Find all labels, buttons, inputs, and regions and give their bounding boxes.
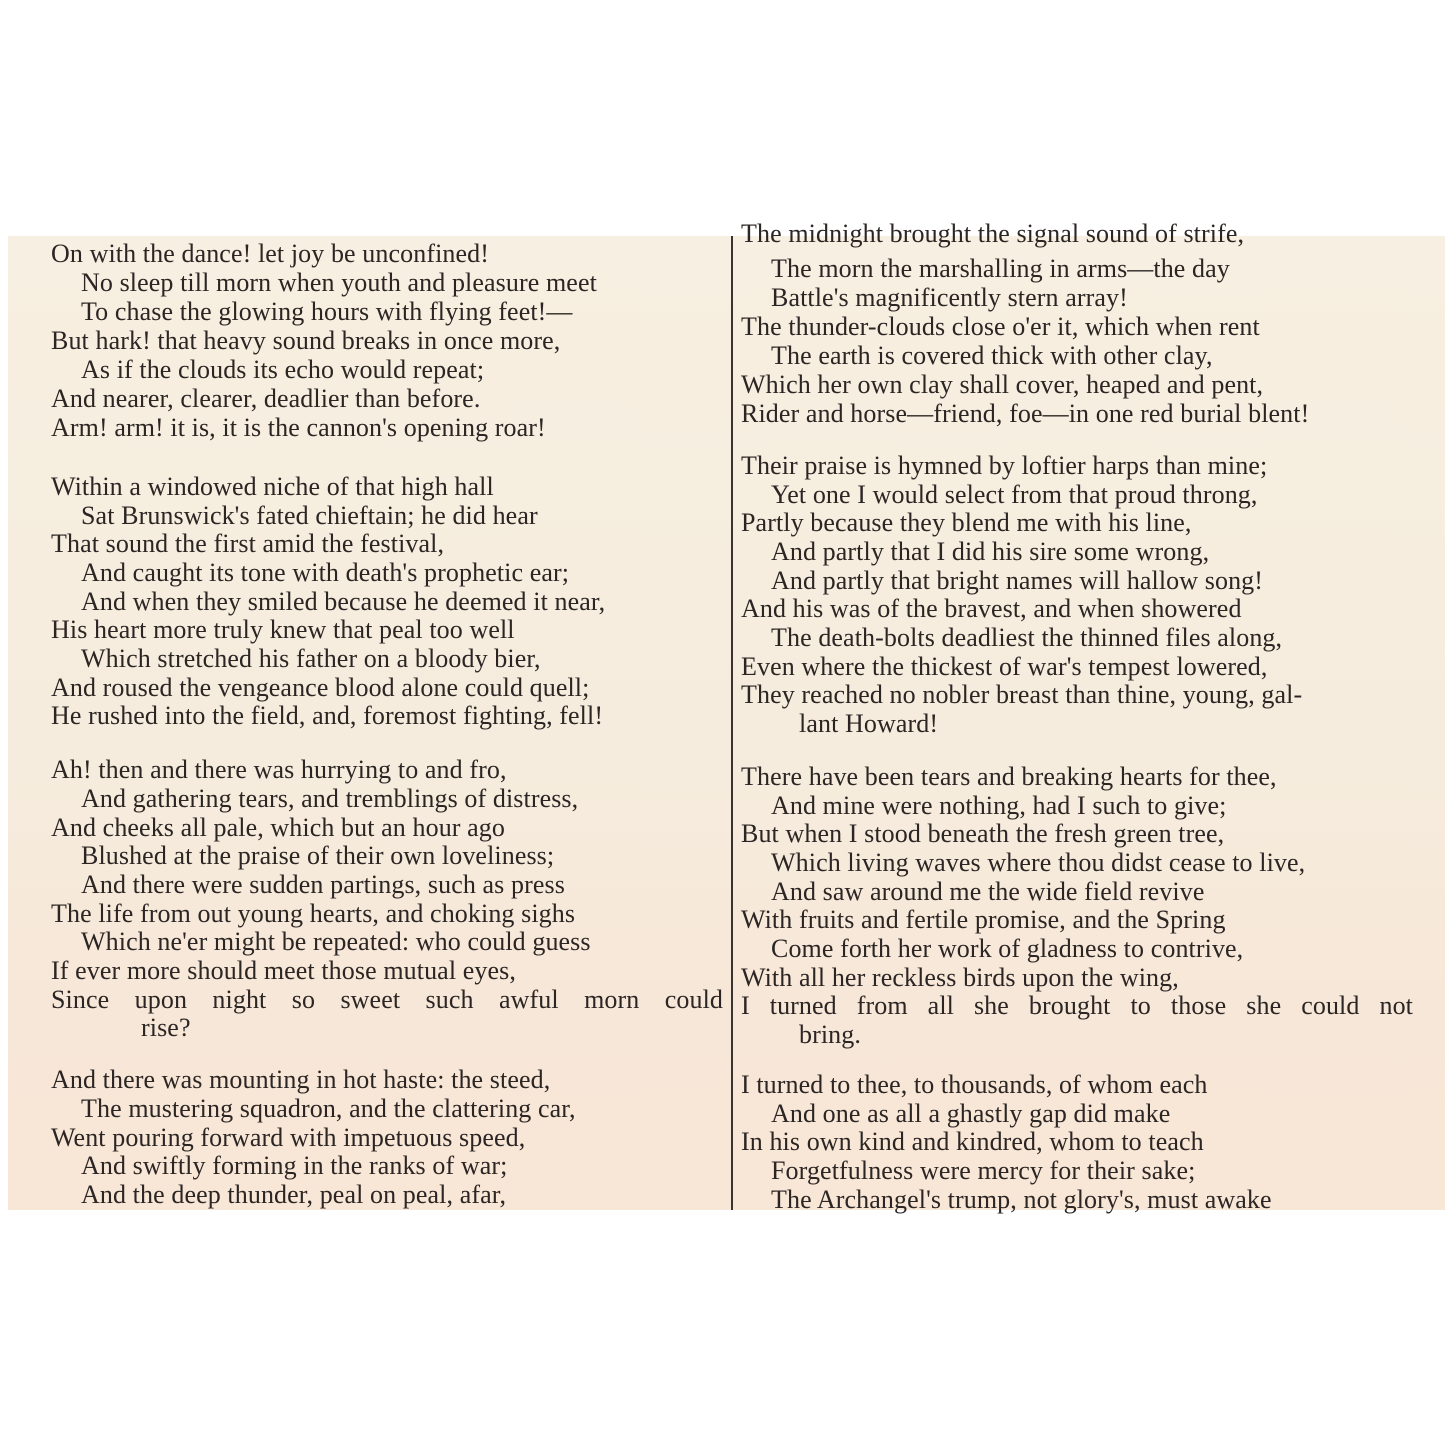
poem-line: On with the dance! let joy be unconfined! [51,239,490,268]
poem-line: Partly because they blend me with his line, [741,508,1192,537]
poem-line: Which ne'er might be repeated: who could guess [81,927,591,956]
poem-line: The life from out young hearts, and choking sighs [51,899,576,928]
poem-line: In his own kind and kindred, whom to teach [741,1127,1204,1156]
poem-line: No sleep till morn when youth and pleasure meet [81,268,597,297]
poem-line: Arm! arm! it is, it is the cannon's opening roar! [51,413,546,442]
poem-line: lant Howard! [799,709,939,738]
poem-line: Blushed at the praise of their own loveliness; [81,841,555,870]
poem-line: If ever more should meet those mutual eyes, [51,956,516,985]
poem-line: And there were sudden partings, such as press [81,870,565,899]
poem-line: Their praise is hymned by loftier harps than mine; [741,451,1268,480]
poem-line: I turned from all she brought to those she could not [741,991,1413,1020]
poem-line: The thunder-clouds close o'er it, which when rent [741,312,1260,341]
poem-line: And there was mounting in hot haste: the steed, [51,1065,551,1094]
poem-line: The death-bolts deadliest the thinned files along, [771,623,1283,652]
poem-line: The earth is covered thick with other clay, [771,341,1213,370]
poem-line: Went pouring forward with impetuous speed, [51,1123,526,1152]
poem-line: And roused the vengeance blood alone could quell; [51,673,590,702]
left-poem-column [51,236,731,1210]
poem-line: And saw around me the wide field revive [771,877,1205,906]
poem-line: Since upon night so sweet such awful morn could [51,985,723,1014]
poem-line: Come forth her work of gladness to contrive, [771,934,1244,963]
poem-line: That sound the first amid the festival, [51,529,445,558]
poem-line: With all her reckless birds upon the wing, [741,963,1179,992]
poem-line: They reached no nobler breast than thine, young, gal- [741,680,1303,709]
poem-line: Sat Brunswick's fated chieftain; he did hear [81,501,538,530]
poem-line: There have been tears and breaking hearts for thee, [741,762,1277,791]
poem-line: With fruits and fertile promise, and the Spring [741,905,1226,934]
poem-line: Rider and horse—friend, foe—in one red burial blent! [741,399,1310,428]
poem-line: bring. [799,1020,861,1049]
poem-line: But hark! that heavy sound breaks in once more, [51,326,561,355]
poem-line: The Archangel's trump, not glory's, must awake [771,1185,1272,1214]
poem-line: The midnight brought the signal sound of strife, [741,219,1245,248]
poem-line: As if the clouds its echo would repeat; [81,355,485,384]
poem-line: Ah! then and there was hurrying to and fro, [51,755,507,784]
poem-line: Within a windowed niche of that high hall [51,472,494,501]
poem-line: Forgetfulness were mercy for their sake; [771,1156,1196,1185]
poem-line: Which living waves where thou didst cease to live, [771,848,1306,877]
poem-line: Which her own clay shall cover, heaped and pent, [741,370,1264,399]
poem-line: And when they smiled because he deemed it near, [81,587,606,616]
poem-line: Battle's magnificently stern array! [771,283,1128,312]
poem-line: And mine were nothing, had I such to give; [771,791,1227,820]
poem-line: The morn the marshalling in arms—the day [771,254,1230,283]
poem-line: I turned to thee, to thousands, of whom each [741,1070,1208,1099]
poem-line: And cheeks all pale, which but an hour ago [51,813,506,842]
poem-line: Yet one I would select from that proud throng, [771,480,1258,509]
poem-line: And caught its tone with death's prophetic ear; [81,558,570,587]
poem-line: And partly that I did his sire some wrong, [771,537,1210,566]
poem-line: And nearer, clearer, deadlier than before. [51,384,481,413]
poem-line: rise? [141,1013,191,1042]
poem-line: And one as all a ghastly gap did make [771,1099,1171,1128]
poem-line: Even where the thickest of war's tempest lowered, [741,652,1268,681]
right-poem-column [741,219,1431,1214]
poem-line: And the deep thunder, peal on peal, afar, [81,1180,507,1209]
poem-line: He rushed into the field, and, foremost fighting, fell! [51,701,604,730]
poem-line: But when I stood beneath the fresh green tree, [741,819,1225,848]
poem-line: The mustering squadron, and the clattering car, [81,1094,576,1123]
scanned-page [8,219,1445,1214]
poem-line: His heart more truly knew that peal too well [51,615,515,644]
poem-line: And swiftly forming in the ranks of war; [81,1151,508,1180]
poem-line: And his was of the bravest, and when showered [741,594,1242,623]
poem-line: And partly that bright names will hallow song! [771,566,1264,595]
poem-line: To chase the glowing hours with flying feet!— [81,297,573,326]
poem-line: And gathering tears, and tremblings of distress, [81,784,579,813]
poem-line: Which stretched his father on a bloody bier, [81,644,541,673]
column-divider [731,236,733,1210]
